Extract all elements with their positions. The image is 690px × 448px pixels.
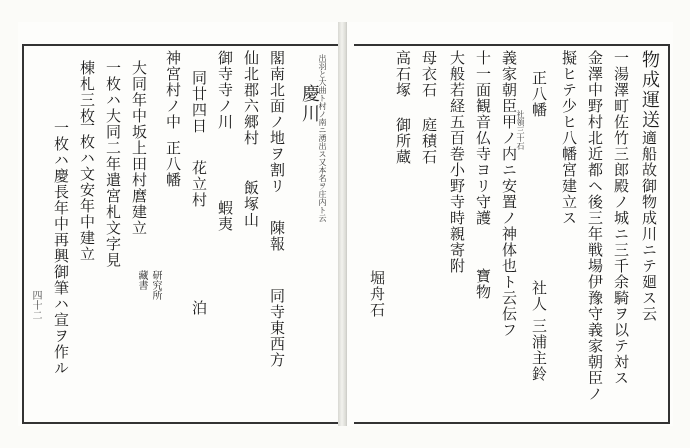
book-gutter	[338, 22, 346, 426]
right-frame-side	[668, 44, 670, 422]
right-author-name: 三浦主鈴	[530, 318, 548, 382]
left-col-3: 御寺寺ノ川	[216, 50, 234, 130]
left-seal-line-2: 藏書	[136, 270, 147, 290]
right-frame-top	[354, 44, 670, 46]
left-mid-word-3: 飯塚山	[242, 180, 260, 228]
right-title: 物成運送	[639, 50, 660, 130]
left-note-1: 一枚ハ大同二年遣宮札文字見	[104, 60, 122, 268]
left-frame-bottom	[22, 422, 338, 424]
left-mid-word-4: 蝦夷	[216, 200, 234, 232]
right-col-2: 一湯澤町佐竹三郎殿ノ城ニ三千余騎ヲ以テ対ス	[612, 50, 630, 386]
left-col-2: 仙北郡六郷村	[242, 50, 260, 146]
right-col-1: 適船故御物成川ニテ廻ス云	[640, 130, 658, 322]
right-sub-head: 正八幡	[530, 70, 548, 118]
left-col-4: 同廿四日	[190, 70, 208, 134]
left-title: 慶川	[299, 84, 320, 124]
right-col-dedication: 寶物	[474, 268, 492, 300]
left-note-2: 一枚ハ文安年中建立	[78, 118, 96, 262]
right-col-9: 高石塚 御所蔵	[394, 50, 412, 165]
left-frame-side	[22, 44, 24, 422]
left-shrine-note: 泊	[190, 300, 208, 316]
right-col-8: 母衣石 庭積石	[420, 50, 438, 165]
right-sub-note: 社領三十石	[516, 110, 525, 150]
left-title-note: 出羽と大曲ト村ノ南ニ湧出ス又本名ヲ庄内ト云	[318, 54, 327, 222]
left-col-1: 閣南北面ノ地ヲ割リ	[268, 50, 286, 194]
left-col-6: 大同年中坂上田村麿建立	[130, 60, 148, 236]
left-col-5: 神宮村ノ中	[164, 50, 182, 130]
left-sub-head: 正八幡	[164, 140, 182, 188]
right-col-4: 擬ヒテ少ヒ八幡宮建立ス	[560, 50, 578, 226]
right-author-label: 社人	[530, 280, 548, 312]
right-col-5: 義家朝臣甲ノ内ニ安置ノ神体也ト云伝フ	[500, 50, 518, 338]
right-col-7: 大般若経五百巻小野寺時親寄附	[448, 50, 466, 274]
left-shrine-heading: 花立村	[190, 160, 208, 208]
right-col-10: 堀舟石	[368, 270, 386, 318]
left-col-7: 棟札三枚	[78, 60, 96, 124]
right-col-3: 金澤中野村北近都ヘ後三年戦場伊豫守義家朝臣ノ	[586, 50, 604, 402]
page-number: 四十二	[30, 290, 41, 320]
left-mid-word-1: 陳報	[268, 220, 286, 252]
left-note-3: 一枚ハ慶長年中再興御筆ハ宣ヲ作ル	[52, 120, 70, 376]
left-mid-word-2: 同寺東西方	[268, 288, 286, 368]
left-seal-line-1: 研究所	[150, 270, 161, 300]
left-frame-top	[22, 44, 338, 46]
right-col-6: 十一面観音仏寺ヨリ守護	[474, 50, 492, 226]
right-frame-bottom	[354, 422, 670, 424]
